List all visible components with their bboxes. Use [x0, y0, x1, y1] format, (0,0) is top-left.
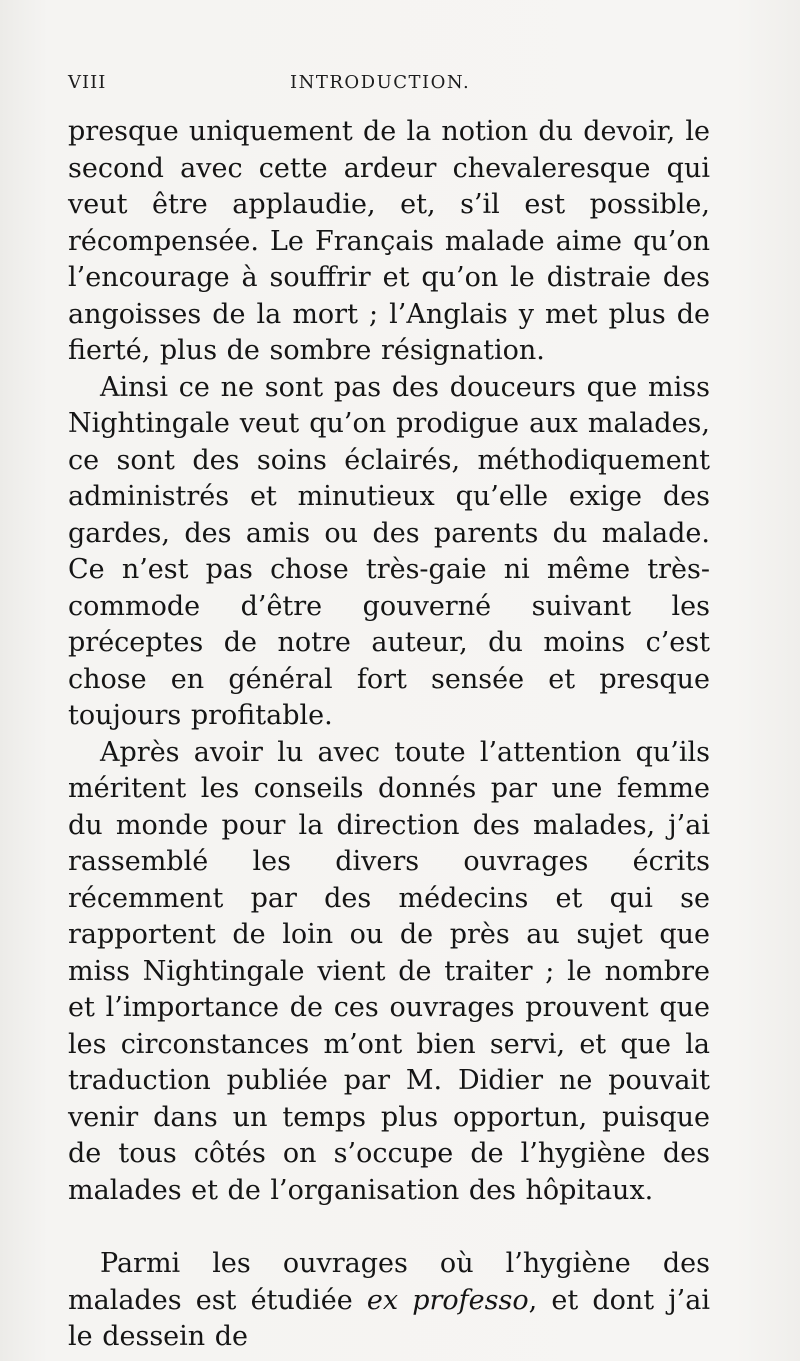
paragraph-4-end: , et dont j’ai le dessein de [68, 1284, 710, 1352]
page-header [68, 72, 714, 102]
paragraph-2: Ainsi ce ne sont pas des douceurs que miss Nightingale veut qu’on prodigue aux malades, ce sont des soins éclairés, méthodiquement administrés et minutieux qu’elle exige des gardes, des amis ou des parents du malade. Ce n’est pas chose très-gaie ni même très-commode d’être gouverné suivant les préceptes de notre auteur, du moins c’est chose en général fort sensée et presque toujours profitable. [68, 371, 710, 731]
paragraph-3: Après avoir lu avec toute l’attention qu’ils méritent les conseils donnés par une femme du monde pour la direction des malades, j’ai rassemblé les divers ouvrages écrits récemment par des médecins et qui se rapportent de loin ou de près au sujet que miss Nightingale vient de traiter ; le nombre et l’importance de ces ouvrages prouvent que les circonstances m’ont bien servi, et que la traduction publiée par M. Didier ne pouvait venir dans un temps plus opportun, puisque de tous côtés on s’occupe de l’hygiène des malades et de l’organisation des hôpitaux. [68, 736, 710, 1206]
page-number: VIII [68, 72, 107, 93]
paragraph-4 [68, 1246, 710, 1356]
paragraph-4-start: Parmi les ouvrages où l’hygiène des malades est étudiée [68, 1248, 710, 1316]
body-text [68, 114, 710, 1356]
italic-phrase: ex professo [366, 1284, 529, 1316]
paragraph-1: presque uniquement de la notion du devoir, le second avec cette ardeur chevaleresque qui veut être applaudie, et, s’il est possible, récompensée. Le Français malade aime qu’on l’encourage à souffrir et qu’on le distraie des angoisses de la mort ; l’Anglais y met plus de fierté, plus de sombre résignation. [68, 116, 710, 366]
running-title: INTRODUCTION. [290, 72, 471, 93]
